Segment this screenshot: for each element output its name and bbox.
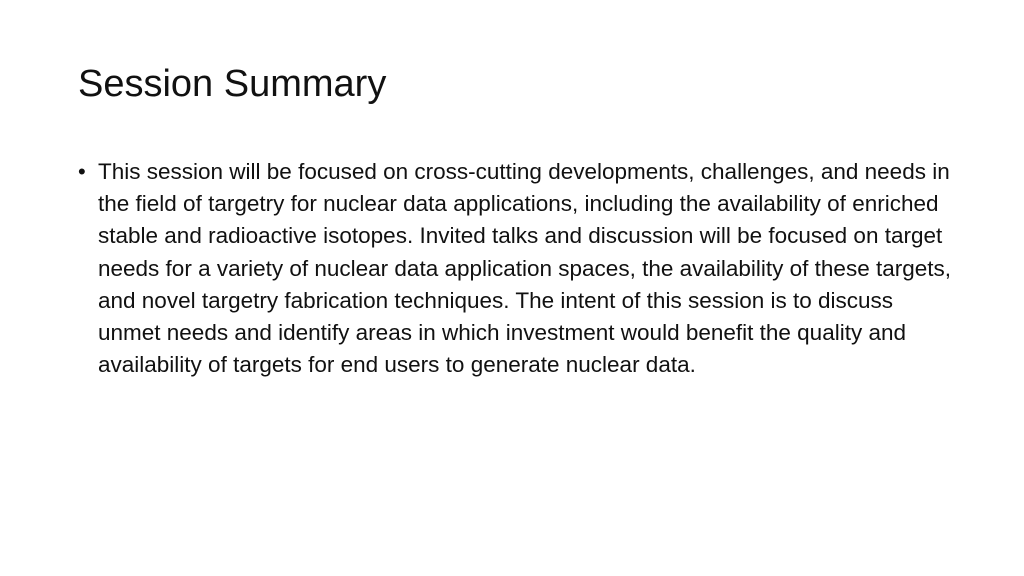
bullet-item bbox=[78, 156, 958, 381]
bullet-marker: • bbox=[78, 159, 86, 184]
bullet-list bbox=[78, 156, 958, 381]
bullet-text: This session will be focused on cross-cutting developments, challenges, and needs in the field of targetry for nuclear data applications, including the availability of enriched stable and radioactive isotopes. Invited talks and discussion will be focused on target needs for a variety of nuclear data application spaces, the availability of these targets, and novel targetry fabrication techniques. The intent of this session is to discuss unmet needs and identify areas in which investment would benefit the quality and availability of targets for end users to generate nuclear data. bbox=[98, 159, 952, 378]
slide-title: Session Summary bbox=[78, 63, 387, 105]
